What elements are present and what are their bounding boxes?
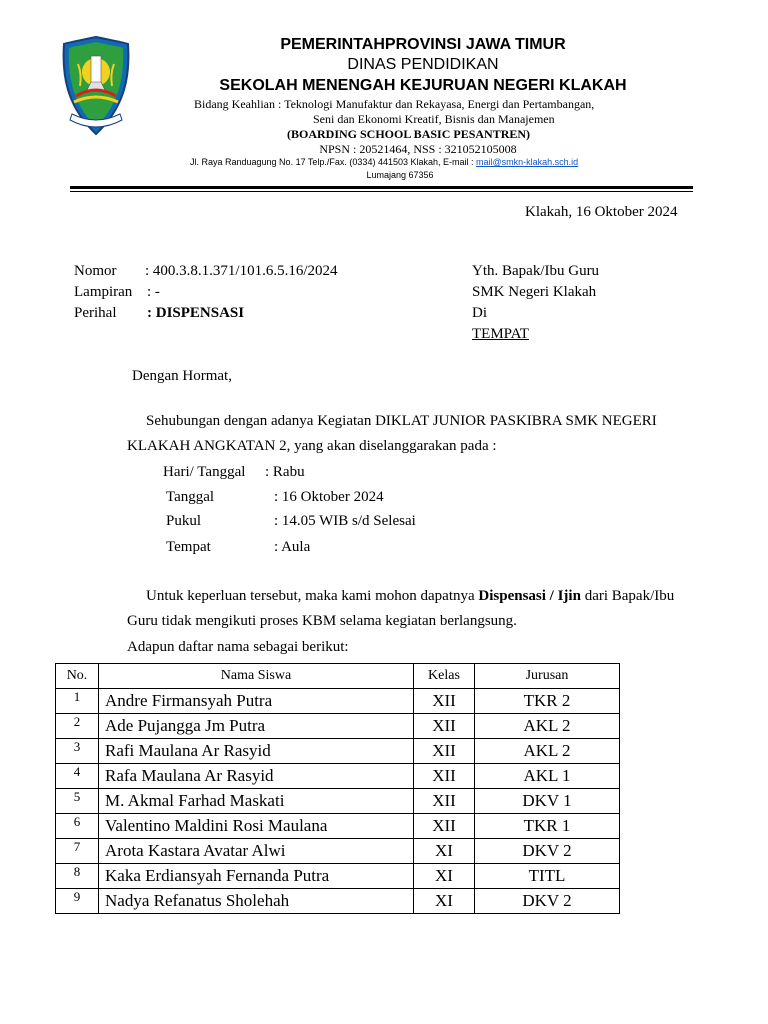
header-jurusan: Jurusan — [475, 664, 620, 689]
paragraph2-bold: Dispensasi / Ijin — [478, 588, 581, 604]
table-row — [56, 864, 620, 889]
schedule-pukul-value: : 14.05 WIB s/d Selesai — [274, 513, 416, 529]
header-nama: Nama Siswa — [99, 664, 414, 689]
schedule-hari-label: Hari/ Tanggal — [163, 464, 246, 480]
schedule-tanggal-label: Tanggal — [166, 489, 215, 505]
cell-nama: Rafi Maulana Ar Rasyid — [99, 739, 414, 764]
table-row — [56, 764, 620, 789]
paragraph2-line1 — [146, 588, 674, 605]
table-header-row — [56, 664, 620, 689]
perihal-label: Perihal — [74, 305, 117, 321]
table-row — [56, 789, 620, 814]
nomor-label: Nomor — [74, 263, 117, 279]
table-row — [56, 814, 620, 839]
table-row — [56, 739, 620, 764]
cell-nama: Kaka Erdiansyah Fernanda Putra — [99, 864, 414, 889]
cell-nama: Ade Pujangga Jm Putra — [99, 714, 414, 739]
recipient-line2: SMK Negeri Klakah — [472, 284, 597, 300]
cell-no: 1 — [56, 689, 99, 714]
header-rule-thick — [70, 186, 693, 189]
paragraph1-line1: Sehubungan dengan adanya Kegiatan DIKLAT JUNIOR PASKIBRA SMK NEGERI — [146, 413, 657, 429]
salutation: Dengan Hormat, — [132, 368, 232, 384]
cell-no: 8 — [56, 864, 99, 889]
email-link[interactable]: mail@smkn-klakah.sch.id — [476, 157, 579, 167]
cell-jurusan: DKV 2 — [475, 889, 620, 914]
cell-kelas: XI — [414, 839, 475, 864]
cell-kelas: XII — [414, 764, 475, 789]
cell-kelas: XII — [414, 739, 475, 764]
paragraph1-line2: KLAKAH ANGKATAN 2, yang akan diselanggarakan pada : — [127, 438, 497, 454]
header-no: No. — [56, 664, 99, 689]
paragraph2-prefix: Untuk keperluan tersebut, maka kami mohon dapatnya — [146, 588, 479, 604]
letterhead-address — [190, 157, 578, 167]
cell-jurusan: DKV 1 — [475, 789, 620, 814]
table-row — [56, 689, 620, 714]
table-row — [56, 889, 620, 914]
table-row — [56, 839, 620, 864]
cell-nama: Andre Firmansyah Putra — [99, 689, 414, 714]
cell-no: 3 — [56, 739, 99, 764]
letter-date: Klakah, 16 Oktober 2024 — [525, 204, 678, 220]
cell-jurusan: AKL 1 — [475, 764, 620, 789]
cell-kelas: XI — [414, 889, 475, 914]
lampiran-value: : - — [147, 284, 160, 300]
cell-no: 6 — [56, 814, 99, 839]
cell-no: 5 — [56, 789, 99, 814]
recipient-line3: Di — [472, 305, 487, 321]
address-text: Jl. Raya Randuagung No. 17 Telp./Fax. (0334) 441503 Klakah, E-mail : — [190, 157, 477, 167]
paragraph2-line3: Adapun daftar nama sebagai berikut: — [127, 639, 349, 655]
cell-nama: Arota Kastara Avatar Alwi — [99, 839, 414, 864]
cell-jurusan: AKL 2 — [475, 714, 620, 739]
schedule-pukul-label: Pukul — [166, 513, 202, 529]
paragraph2-suffix: dari Bapak/Ibu — [580, 588, 675, 604]
letterhead-government: PEMERINTAHPROVINSI JAWA TIMUR — [280, 36, 566, 53]
cell-no: 2 — [56, 714, 99, 739]
letterhead-fields-line1: Bidang Keahlian : Teknologi Manufaktur dan Rekayasa, Energi dan Pertambangan, — [194, 97, 595, 111]
recipient-line1: Yth. Bapak/Ibu Guru — [472, 263, 600, 279]
student-table — [55, 663, 620, 914]
cell-no: 9 — [56, 889, 99, 914]
cell-jurusan: DKV 2 — [475, 839, 620, 864]
cell-kelas: XII — [414, 789, 475, 814]
cell-jurusan: AKL 2 — [475, 739, 620, 764]
lampiran-label: Lampiran — [74, 284, 133, 300]
cell-no: 4 — [56, 764, 99, 789]
letterhead-department: DINAS PENDIDIKAN — [347, 56, 499, 73]
cell-jurusan: TITL — [475, 864, 620, 889]
cell-jurusan: TKR 1 — [475, 814, 620, 839]
cell-nama: Nadya Refanatus Sholehah — [99, 889, 414, 914]
table-row — [56, 714, 620, 739]
nomor-value: : 400.3.8.1.371/101.6.5.16/2024 — [145, 263, 338, 279]
cell-nama: Valentino Maldini Rosi Maulana — [99, 814, 414, 839]
letterhead-city: Lumajang 67356 — [366, 170, 434, 180]
recipient-line4: TEMPAT — [472, 326, 529, 342]
letterhead-school-name: SEKOLAH MENENGAH KEJURUAN NEGERI KLAKAH — [219, 77, 627, 94]
cell-kelas: XII — [414, 714, 475, 739]
schedule-hari-value: : Rabu — [265, 464, 305, 480]
header-kelas: Kelas — [414, 664, 475, 689]
header-rule-thin — [70, 191, 693, 192]
schedule-tempat-value: : Aula — [274, 539, 311, 555]
cell-kelas: XII — [414, 814, 475, 839]
cell-no: 7 — [56, 839, 99, 864]
letterhead-boarding: (BOARDING SCHOOL BASIC PESANTREN) — [287, 127, 531, 141]
perihal-value: : DISPENSASI — [147, 305, 245, 321]
cell-nama: M. Akmal Farhad Maskati — [99, 789, 414, 814]
schedule-tempat-label: Tempat — [166, 539, 211, 555]
paragraph2-line2: Guru tidak mengikuti proses KBM selama kegiatan berlangsung. — [127, 613, 517, 629]
letterhead-npsn: NPSN : 20521464, NSS : 321052105008 — [319, 142, 517, 156]
cell-kelas: XI — [414, 864, 475, 889]
schedule-tanggal-value: : 16 Oktober 2024 — [274, 489, 384, 505]
cell-kelas: XII — [414, 689, 475, 714]
cell-nama: Rafa Maulana Ar Rasyid — [99, 764, 414, 789]
cell-jurusan: TKR 2 — [475, 689, 620, 714]
letterhead-fields-line2: Seni dan Ekonomi Kreatif, Bisnis dan Manajemen — [313, 112, 555, 126]
